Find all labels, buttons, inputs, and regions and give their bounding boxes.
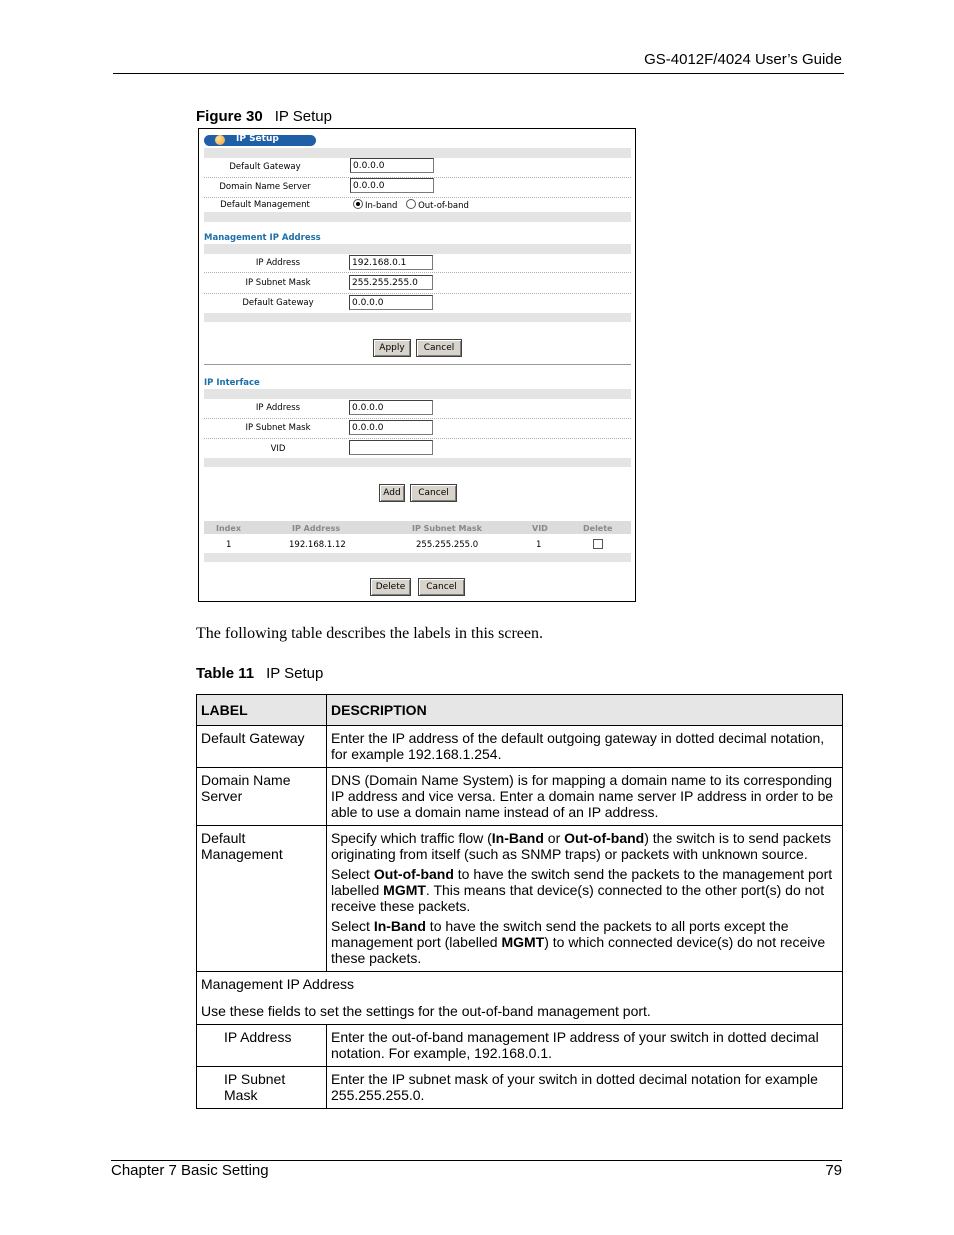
iface-ip-label: IP Address — [255, 403, 301, 413]
table-section-row — [197, 972, 843, 1025]
delete-button[interactable]: Delete — [370, 578, 411, 596]
default-management-label: Default Management — [220, 200, 310, 210]
inband-label: In-band — [365, 201, 398, 211]
th-subnet-mask: IP Subnet Mask — [412, 524, 482, 533]
th-ip-address: IP Address — [292, 524, 341, 533]
row-label: Default Gateway — [197, 726, 327, 768]
row-label: IP Address — [197, 1025, 327, 1067]
col-desc-header: DESCRIPTION — [327, 695, 843, 726]
tab-title: IP Setup — [236, 134, 279, 144]
page-number: 79 — [825, 1162, 842, 1179]
mgmt-ip-input[interactable]: 192.168.0.1 — [349, 255, 433, 270]
row-mask: 255.255.255.0 — [416, 540, 479, 550]
cancel-interface-button[interactable]: Cancel — [410, 484, 457, 502]
figure-caption — [196, 108, 332, 125]
row-label: IP Subnet Mask — [197, 1067, 327, 1109]
tab-title-pill — [204, 135, 316, 146]
table-row — [197, 768, 843, 826]
table-number: Table 11 — [196, 665, 255, 682]
mgmt-section-title: Management IP Address — [204, 233, 321, 243]
section-desc: Use these fields to set the settings for the out-of-band management port. — [201, 1003, 651, 1019]
table-row — [197, 826, 843, 972]
footer-chapter: Chapter 7 Basic Setting — [111, 1162, 269, 1179]
row-label: Default Management — [197, 826, 327, 972]
iface-mask-label: IP Subnet Mask — [245, 423, 311, 433]
outofband-label: Out-of-band — [418, 201, 469, 211]
row-vid: 1 — [536, 540, 542, 550]
section-divider — [204, 364, 631, 365]
mgmt-mask-input[interactable]: 255.255.255.0 — [349, 275, 433, 290]
default-gateway-label: Default Gateway — [229, 162, 301, 172]
row-desc: Enter the IP address of the default outgoing gateway in dotted decimal notation, for example 192.168.1.254. — [327, 726, 843, 768]
row-ip: 192.168.1.12 — [289, 540, 346, 550]
intro-text: The following table describes the labels in this screen. — [196, 625, 544, 642]
table-row — [197, 726, 843, 768]
section-cell — [197, 972, 843, 1025]
vid-input[interactable] — [349, 440, 433, 455]
orb-icon — [215, 135, 225, 145]
iface-ip-input[interactable]: 0.0.0.0 — [349, 400, 433, 415]
row-label: Domain Name Server — [197, 768, 327, 826]
default-gateway-input[interactable]: 0.0.0.0 — [350, 158, 434, 173]
row-desc: Enter the out-of-band management IP address of your switch in dotted decimal notation. For example, 192.168.0.1. — [327, 1025, 843, 1067]
iface-mask-input[interactable]: 0.0.0.0 — [349, 420, 433, 435]
running-header: GS-4012F/4024 User’s Guide — [644, 51, 842, 68]
table-title: IP Setup — [266, 665, 324, 682]
management-radio-group — [353, 199, 469, 211]
cancel-delete-button[interactable]: Cancel — [418, 578, 465, 596]
iface-section-title: IP Interface — [204, 378, 260, 388]
row-delete-checkbox[interactable] — [593, 539, 603, 549]
cancel-button[interactable]: Cancel — [416, 339, 462, 357]
figure-title: IP Setup — [274, 108, 332, 125]
add-button[interactable]: Add — [379, 484, 405, 502]
mgmt-mask-label: IP Subnet Mask — [245, 278, 311, 288]
figure-number: Figure 30 — [196, 108, 263, 125]
desc-paragraph: Select Out-of-band to have the switch send the packets to the management port labelled MGMT. This means that device(s) connected to the other port(s) do not receive these packets. — [331, 866, 833, 914]
table-row — [197, 1067, 843, 1109]
th-delete: Delete — [583, 524, 613, 533]
apply-button[interactable]: Apply — [373, 339, 411, 357]
mgmt-gateway-input[interactable]: 0.0.0.0 — [349, 295, 433, 310]
desc-paragraph: Specify which traffic flow (In-Band or Out-of-band) the switch is to send packets originating from itself (such as SNMP traps) or packets with unknown source. — [331, 830, 831, 862]
footer-rule — [111, 1160, 842, 1161]
description-table — [196, 694, 843, 1109]
row-desc — [327, 826, 843, 972]
outofband-radio[interactable] — [406, 199, 416, 209]
row-desc: DNS (Domain Name System) is for mapping a domain name to its corresponding IP address and vice versa. Enter a domain name server IP address in order to be able to use a domain name instead of an IP address. — [327, 768, 843, 826]
table-row — [197, 1025, 843, 1067]
ip-setup-screenshot — [198, 128, 636, 602]
th-index: Index — [216, 524, 241, 533]
dns-input[interactable]: 0.0.0.0 — [350, 178, 434, 193]
header-rule — [113, 73, 844, 74]
vid-label: VID — [270, 444, 286, 454]
table-caption — [196, 665, 323, 682]
desc-paragraph: Select In-Band to have the switch send the packets to all ports except the management port (labelled MGMT) to which connected device(s) do not receive these packets. — [331, 918, 826, 966]
th-vid: VID — [532, 524, 548, 533]
inband-radio[interactable] — [353, 199, 363, 209]
section-title: Management IP Address — [201, 976, 355, 992]
col-label-header: LABEL — [197, 695, 327, 726]
table-header-row — [197, 695, 843, 726]
mgmt-gateway-label: Default Gateway — [242, 298, 314, 308]
row-desc: Enter the IP subnet mask of your switch in dotted decimal notation for example 255.255.255.0. — [327, 1067, 843, 1109]
dns-label: Domain Name Server — [219, 182, 311, 192]
mgmt-ip-label: IP Address — [255, 258, 301, 268]
row-index: 1 — [226, 540, 232, 550]
